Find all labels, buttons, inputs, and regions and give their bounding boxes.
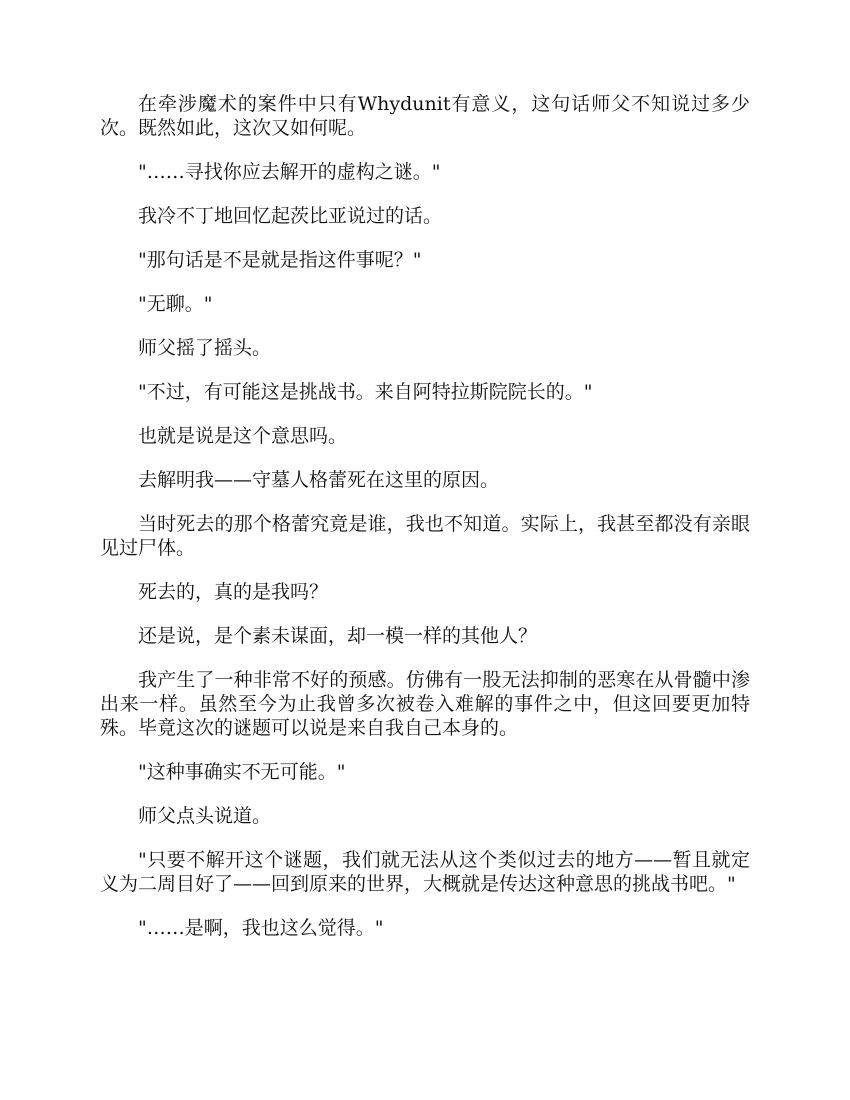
paragraph: 我产生了一种非常不好的预感。仿佛有一股无法抑制的恶寒在从骨髓中渗出来一样。虽然至今为止我曾多次被卷入难解的事件之中，但这回要更加特殊。毕竟这次的谜题可以说是来自我自己本身的。 <box>100 669 750 739</box>
paragraph: "无聊。" <box>138 293 213 315</box>
paragraph: "那句话是不是就是指这件事呢？" <box>138 249 422 271</box>
paragraph: 我冷不丁地回忆起茨比亚说过的话。 <box>138 205 443 227</box>
paragraph: 去解明我——守墓人格蕾死在这里的原因。 <box>138 469 500 491</box>
paragraph: "这种事确实不无可能。" <box>138 761 346 783</box>
paragraph: 在牵涉魔术的案件中只有Whydunit有意义，这句话师父不知说过多少次。既然如此，这次又如何呢。 <box>100 93 750 139</box>
paragraph: "只要不解开这个谜题，我们就无法从这个类似过去的地方——暂且就定义为二周目好了——回到原来的世界，大概就是传达这种意思的挑战书吧。" <box>100 849 750 895</box>
document-page <box>100 92 750 960</box>
paragraph: 师父摇了摇头。 <box>138 337 272 359</box>
paragraph: 师父点头说道。 <box>138 805 272 827</box>
paragraph: 死去的，真的是我吗？ <box>138 581 329 603</box>
paragraph: 也就是说是这个意思吗。 <box>138 425 348 447</box>
paragraph: 还是说，是个素未谋面，却一模一样的其他人？ <box>138 625 538 647</box>
paragraph: 当时死去的那个格蕾究竟是谁，我也不知道。实际上，我甚至都没有亲眼见过尸体。 <box>100 513 750 559</box>
paragraph: "……寻找你应去解开的虚构之谜。" <box>138 161 441 183</box>
paragraph: "不过，有可能这是挑战书。来自阿特拉斯院院长的。" <box>138 381 593 403</box>
paragraph: "……是啊，我也这么觉得。" <box>138 917 384 939</box>
